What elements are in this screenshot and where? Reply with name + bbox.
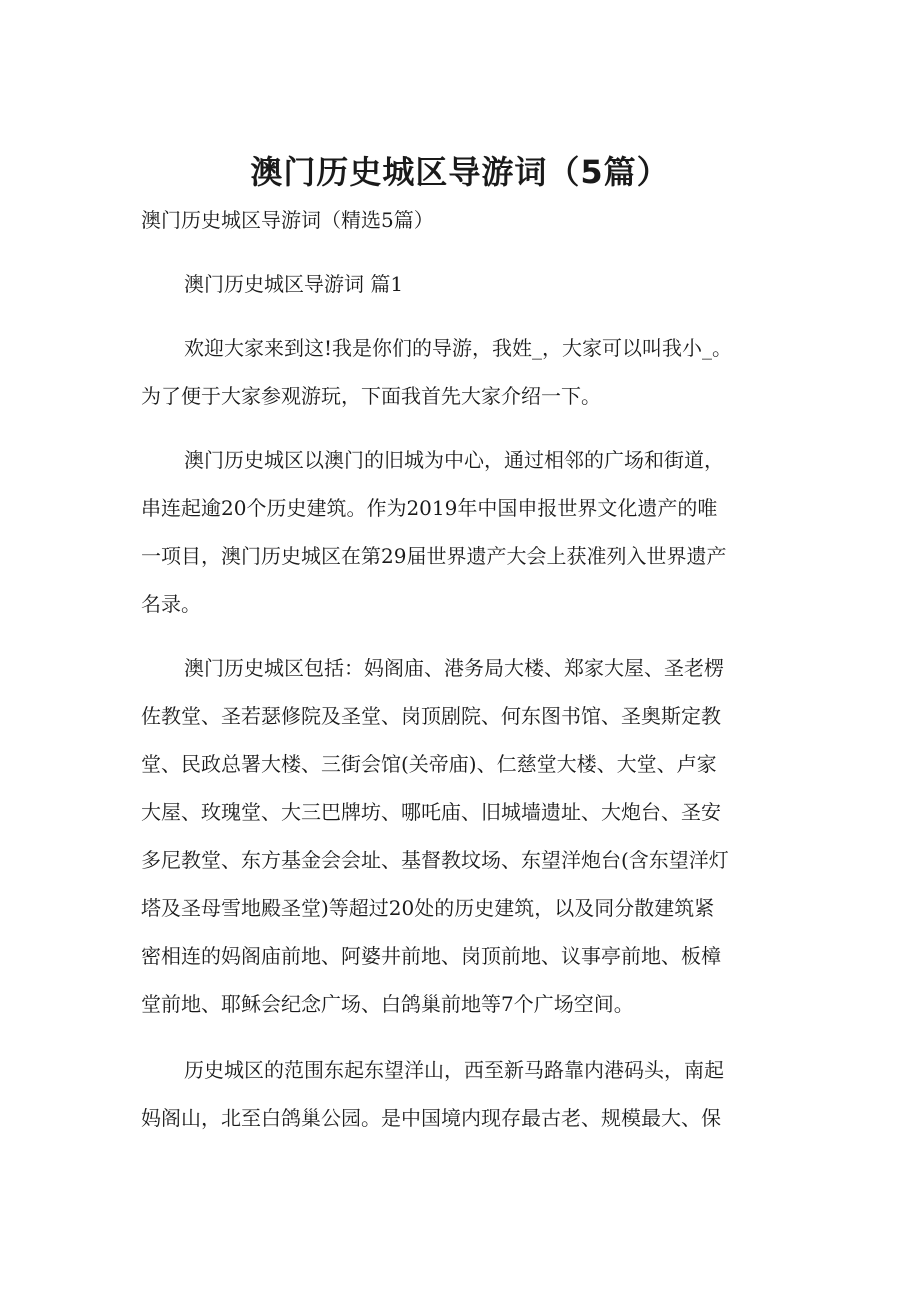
paragraph-welcome	[141, 324, 781, 420]
paragraph-line: 大屋、玫瑰堂、大三巴牌坊、哪吒庙、旧城墙遗址、大炮台、圣安	[141, 800, 721, 824]
paragraph-line: 堂、民政总署大楼、三街会馆(关帝庙)、仁慈堂大楼、大堂、卢家	[141, 752, 717, 776]
paragraph-line: 堂前地、耶稣会纪念广场、白鸽巢前地等7个广场空间。	[141, 992, 634, 1016]
paragraph-line: 多尼教堂、东方基金会会址、基督教坟场、东望洋炮台(含东望洋灯	[141, 848, 729, 872]
paragraph-line: 串连起逾20个历史建筑。作为2019年中国申报世界文化遗产的唯	[141, 496, 718, 520]
document-subtitle: 澳门历史城区导游词（精选5篇）	[141, 208, 434, 232]
paragraph-line: 澳门历史城区包括：妈阁庙、港务局大楼、郑家大屋、圣老楞	[184, 656, 724, 680]
paragraph-line: 名录。	[141, 592, 201, 616]
paragraph-line: 欢迎大家来到这!我是你们的导游，我姓_，大家可以叫我小_。	[184, 336, 733, 360]
paragraph-line: 妈阁山，北至白鸽巢公园。是中国境内现存最古老、规模最大、保	[141, 1106, 721, 1130]
paragraph-sites-list	[141, 644, 781, 1028]
document-title: 澳门历史城区导游词（5篇）	[250, 153, 670, 191]
paragraph-line: 密相连的妈阁庙前地、阿婆井前地、岗顶前地、议事亭前地、板樟	[141, 944, 721, 968]
paragraph-line: 澳门历史城区以澳门的旧城为中心，通过相邻的广场和街道，	[184, 448, 724, 472]
paragraph-extent	[141, 1046, 781, 1142]
paragraph-line: 历史城区的范围东起东望洋山，西至新马路靠内港码头，南起	[184, 1058, 724, 1082]
section-heading: 澳门历史城区导游词 篇1	[184, 272, 404, 296]
paragraph-line: 一项目，澳门历史城区在第29届世界遗产大会上获准列入世界遗产	[141, 544, 727, 568]
paragraph-overview	[141, 436, 781, 628]
paragraph-line: 塔及圣母雪地殿圣堂)等超过20处的历史建筑，以及同分散建筑紧	[141, 896, 715, 920]
paragraph-line: 佐教堂、圣若瑟修院及圣堂、岗顶剧院、何东图书馆、圣奥斯定教	[141, 704, 721, 728]
paragraph-line: 为了便于大家参观游玩，下面我首先大家介绍一下。	[141, 384, 601, 408]
